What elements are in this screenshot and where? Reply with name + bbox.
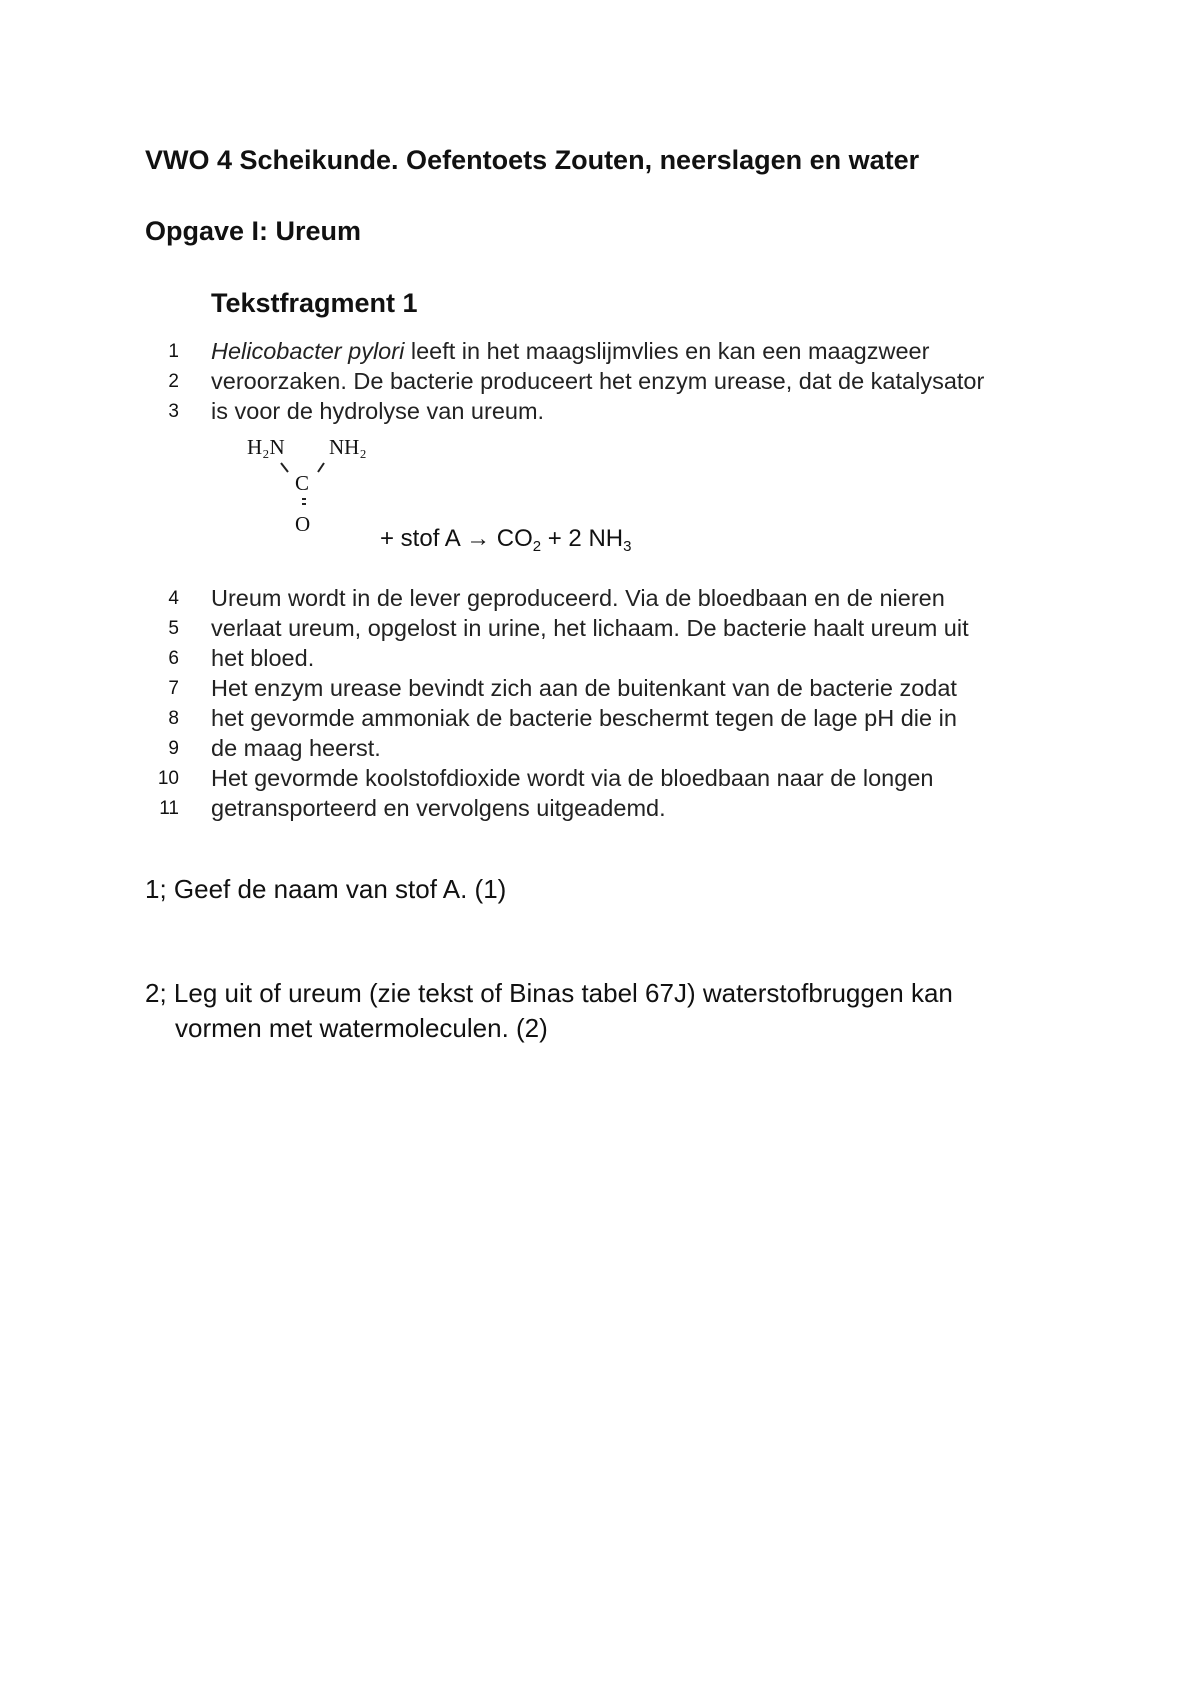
structure-center-atom: C xyxy=(295,471,310,495)
reaction-equation: + stof $A \to CO_2 + 2$ $NH_3$ xyxy=(380,525,632,555)
line-number: 8 xyxy=(168,708,179,729)
line-text: de maag heerst. xyxy=(211,735,381,761)
line-text: Helicobacter pylori leeft in het maagslijmvlies en kan een maagzweer xyxy=(211,338,930,364)
line-text: verlaat ureum, opgelost in urine, het lichaam. De bacterie haalt ureum uit xyxy=(211,615,969,641)
species-name: Helicobacter pylori xyxy=(211,338,405,364)
line-text: getransporteerd en vervolgens uitgeademd. xyxy=(211,795,666,821)
question-2-continuation: vormen met watermoleculen. (2) xyxy=(175,1013,548,1043)
bond-right xyxy=(318,463,324,472)
line-number: 4 xyxy=(168,588,179,609)
text-line xyxy=(145,795,1145,825)
structure-right-group: NH₂ xyxy=(329,435,367,459)
structure-bottom-atom: O xyxy=(295,512,311,536)
urea-structure xyxy=(247,430,387,555)
line-number: 1 xyxy=(168,341,179,362)
line-text: veroorzaken. De bacterie produceert het enzym urease, dat de katalysator xyxy=(211,368,985,394)
text-line xyxy=(145,398,1145,428)
text-line xyxy=(145,615,1145,645)
line-text: het bloed. xyxy=(211,645,315,671)
text-line xyxy=(145,338,1145,368)
line-number: 3 xyxy=(168,401,179,422)
line-number: 2 xyxy=(168,371,179,392)
structure-left-group: H₂N xyxy=(247,435,285,459)
question-1: 1; Geef de naam van stof A. (1) xyxy=(145,874,507,904)
line-text: Het enzym urease bevindt zich aan de buitenkant van de bacterie zodat xyxy=(211,675,957,701)
line-number: 7 xyxy=(168,678,179,699)
text-line xyxy=(145,735,1145,765)
line-number: 11 xyxy=(159,798,179,819)
text-line xyxy=(145,585,1145,615)
line-number: 10 xyxy=(157,768,179,789)
fragment-title: Tekstfragment 1 xyxy=(211,288,418,318)
line-number: 9 xyxy=(168,738,179,759)
text-line xyxy=(145,368,1145,398)
line-number: 6 xyxy=(168,648,179,669)
text-line xyxy=(145,645,1145,675)
line-number: 5 xyxy=(168,618,179,639)
document-title: VWO 4 Scheikunde. Oefentoets Zouten, neerslagen en water xyxy=(145,145,920,175)
question-2: 2; Leg uit of ureum (zie tekst of Binas tabel 67J) waterstofbruggen kan xyxy=(145,978,953,1008)
section-title: Opgave I: Ureum xyxy=(145,216,362,246)
line-text: Ureum wordt in de lever geproduceerd. Via de bloedbaan en de nieren xyxy=(211,585,945,611)
bond-left xyxy=(281,463,288,472)
text-line xyxy=(145,705,1145,735)
text-line xyxy=(145,765,1145,795)
line-text: het gevormde ammoniak de bacterie beschermt tegen de lage pH die in xyxy=(211,705,957,731)
text-line xyxy=(145,675,1145,705)
line-text: Het gevormde koolstofdioxide wordt via de bloedbaan naar de longen xyxy=(211,765,934,791)
line-text: is voor de hydrolyse van ureum. xyxy=(211,398,545,424)
